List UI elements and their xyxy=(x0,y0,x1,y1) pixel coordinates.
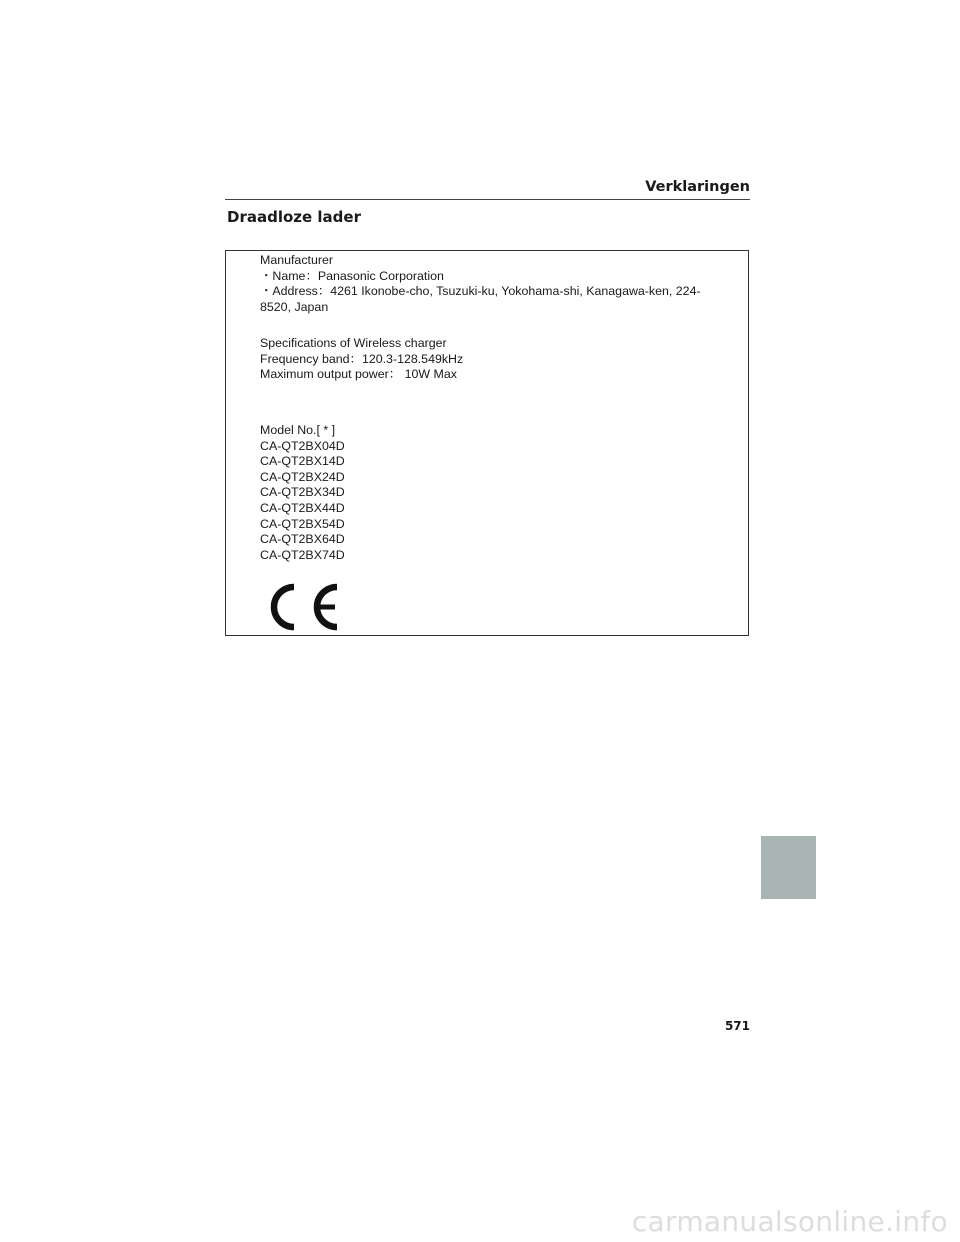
ce-mark-icon xyxy=(263,581,341,633)
specs-heading: Specifications of Wireless charger xyxy=(260,336,447,350)
watermark: carmanualsonline.info xyxy=(631,1205,948,1238)
frequency-band: Frequency band：120.3-128.549kHz xyxy=(260,351,464,366)
page-number: 571 xyxy=(724,1019,750,1033)
regulatory-label-box xyxy=(225,250,749,636)
model-number: CA-QT2BX54D xyxy=(260,516,345,531)
model-number: CA-QT2BX74D xyxy=(260,547,345,562)
model-number: CA-QT2BX44D xyxy=(260,500,345,515)
manufacturer-block xyxy=(260,253,720,315)
models-block xyxy=(260,423,720,563)
manufacturer-name: ・Name：Panasonic Corporation xyxy=(260,268,444,283)
model-number: CA-QT2BX24D xyxy=(260,469,345,484)
model-number: CA-QT2BX64D xyxy=(260,532,345,547)
model-number: CA-QT2BX34D xyxy=(260,485,345,500)
manufacturer-address-cont: 8520, Japan xyxy=(260,299,329,314)
section-title: Verklaringen xyxy=(645,179,750,195)
specifications-block xyxy=(260,336,720,383)
model-number: CA-QT2BX14D xyxy=(260,454,345,469)
max-output-power: Maximum output power： 10W Max xyxy=(260,367,457,382)
model-number: CA-QT2BX04D xyxy=(260,438,345,453)
manufacturer-heading: Manufacturer xyxy=(260,253,334,267)
manufacturer-address: ・Address：4261 Ikonobe-cho, Tsuzuki-ku, Yokohama-shi, Kanagawa-ken, 224- xyxy=(260,284,701,299)
page-title: Draadloze lader xyxy=(227,208,361,226)
chapter-side-tab xyxy=(761,836,816,899)
model-heading: Model No.[ * ] xyxy=(260,423,336,437)
section-header xyxy=(225,178,750,200)
